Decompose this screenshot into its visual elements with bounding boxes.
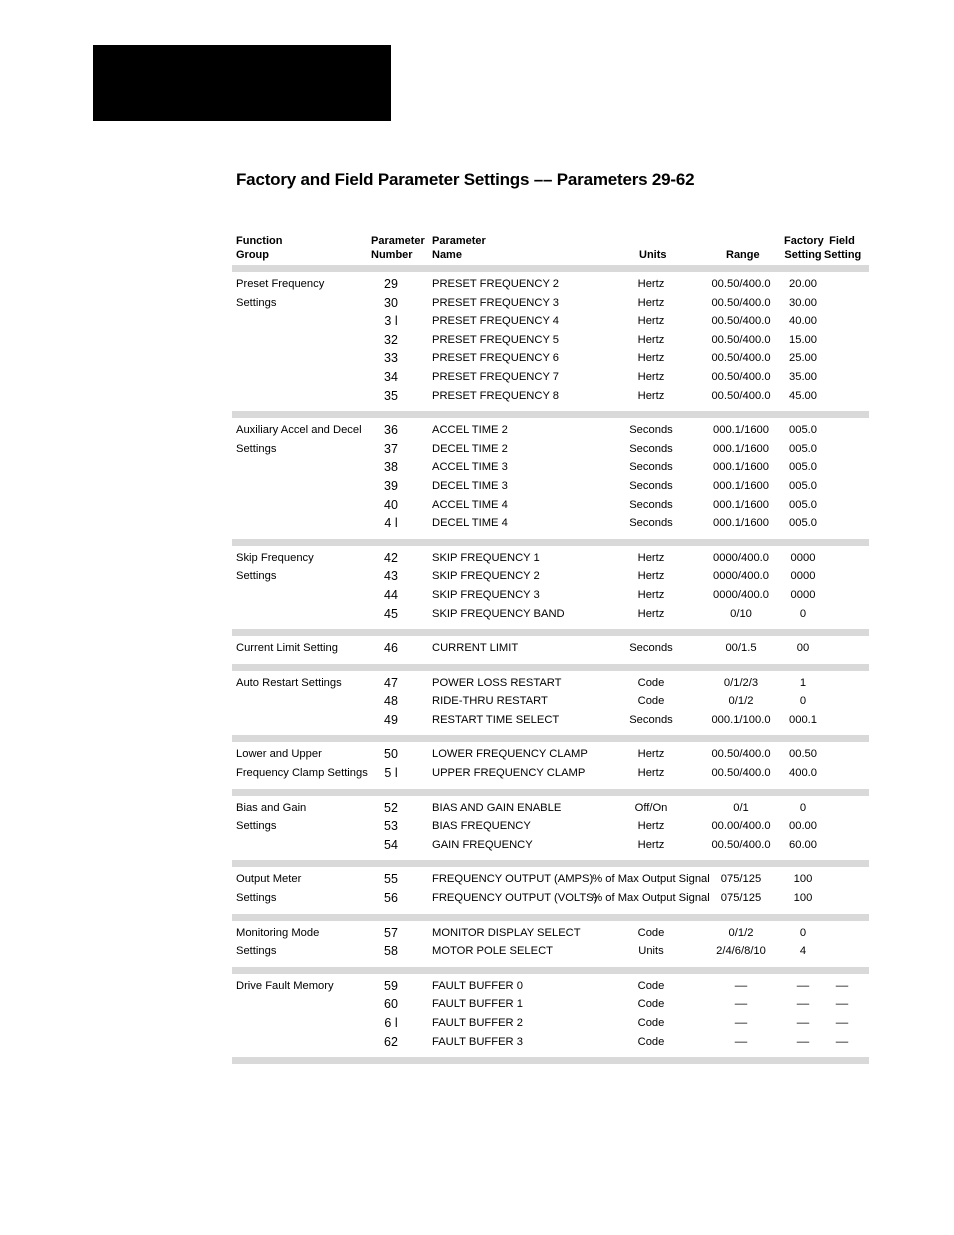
range-cell: 2/4/6/8/10	[716, 945, 766, 958]
table-row	[232, 977, 869, 996]
group-8	[232, 921, 869, 967]
table-row	[232, 275, 869, 294]
parameter-number: 32	[384, 332, 398, 347]
parameter-name: PRESET FREQUENCY 8	[432, 389, 560, 402]
table-bottom-bar	[232, 1057, 869, 1064]
units-cell: Code	[637, 926, 665, 939]
table-row	[232, 836, 869, 855]
range-cell: 075/125	[720, 873, 762, 886]
field-setting-cell: ––	[835, 979, 849, 992]
parameter-name: RIDE-THRU RESTART	[432, 695, 548, 708]
table-row	[232, 294, 869, 313]
parameter-number: 30	[384, 295, 398, 310]
parameter-number: 54	[384, 837, 398, 852]
table-body	[232, 265, 869, 1064]
function-group-label: Bias and Gain	[236, 801, 307, 814]
units-cell: Seconds	[629, 517, 673, 530]
col-function-group: Function Group	[236, 235, 283, 261]
parameter-number: 5 l	[384, 766, 398, 781]
units-cell: Code	[637, 695, 665, 708]
units-cell: Hertz	[637, 748, 665, 761]
units-cell: Hertz	[637, 278, 665, 290]
group-divider	[232, 664, 869, 671]
units-cell: % of Max Output Signal	[592, 873, 710, 886]
parameter-name: PRESET FREQUENCY 2	[432, 278, 560, 290]
function-group-label: Auxiliary Accel and Decel	[236, 424, 362, 437]
parameter-name: FAULT BUFFER 1	[432, 998, 523, 1011]
table-row	[232, 995, 869, 1014]
range-cell: 000.1/100.0	[711, 713, 771, 726]
group-7	[232, 867, 869, 913]
parameter-name: PRESET FREQUENCY 4	[432, 315, 560, 328]
factory-setting-cell: 00	[796, 642, 810, 655]
parameter-name: SKIP FREQUENCY 3	[432, 588, 540, 601]
units-cell: Seconds	[629, 713, 673, 726]
units-cell: Hertz	[637, 333, 665, 346]
table-row	[232, 639, 869, 658]
parameter-name: MOTOR POLE SELECT	[432, 945, 554, 958]
parameter-name: DECEL TIME 4	[432, 517, 508, 530]
table-row	[232, 1033, 869, 1052]
parameter-name: BIAS AND GAIN ENABLE	[432, 801, 562, 814]
table-row	[232, 942, 869, 961]
group-9	[232, 974, 869, 1057]
factory-setting-cell: ––	[796, 998, 810, 1011]
parameter-number: 42	[384, 550, 398, 565]
factory-setting-cell: 005.0	[789, 461, 817, 474]
factory-setting-cell: 60.00	[789, 838, 817, 851]
factory-setting-cell: 000.1	[789, 713, 817, 726]
range-cell: ––	[734, 1017, 748, 1029]
table-row	[232, 745, 869, 764]
range-cell: 0/1/2	[728, 926, 754, 939]
factory-setting-cell: ––	[796, 979, 810, 992]
units-cell: Seconds	[629, 442, 673, 455]
range-cell: 075/125	[720, 892, 762, 905]
parameter-number: 39	[384, 478, 398, 493]
field-setting-cell: ––	[835, 1017, 849, 1029]
parameter-number: 56	[384, 891, 398, 906]
parameter-number: 62	[384, 1034, 398, 1049]
range-cell: 00.50/400.0	[711, 352, 771, 365]
table-row	[232, 440, 869, 459]
range-cell: ––	[734, 979, 748, 992]
units-cell: Off/On	[634, 801, 668, 814]
parameter-name: ACCEL TIME 4	[432, 498, 508, 511]
function-group-label: Settings	[236, 820, 277, 833]
factory-setting-cell: 35.00	[789, 370, 817, 383]
group-divider	[232, 860, 869, 867]
parameter-number: 58	[384, 944, 398, 959]
factory-setting-cell: 0000	[790, 551, 816, 564]
table-row	[232, 1014, 869, 1033]
parameter-number: 36	[384, 423, 398, 438]
parameter-number: 52	[384, 800, 398, 815]
parameter-number: 37	[384, 441, 398, 456]
parameter-name: PRESET FREQUENCY 7	[432, 370, 560, 383]
units-cell: Seconds	[629, 479, 673, 492]
units-cell: Seconds	[629, 498, 673, 511]
factory-setting-cell: ––	[796, 1017, 810, 1029]
table-row	[232, 514, 869, 533]
range-cell: 00.50/400.0	[711, 767, 771, 780]
factory-setting-cell: 0	[799, 926, 807, 939]
range-cell: 00.50/400.0	[711, 296, 771, 309]
units-cell: Hertz	[637, 607, 665, 620]
factory-setting-cell: 0	[799, 607, 807, 620]
factory-setting-cell: 005.0	[789, 424, 817, 437]
group-divider	[232, 265, 869, 272]
col-parameter-name: Parameter Name	[432, 235, 486, 261]
col-field-setting: Field Setting	[824, 235, 862, 261]
parameter-name: SKIP FREQUENCY 2	[432, 570, 540, 583]
factory-setting-cell: 005.0	[789, 442, 817, 455]
range-cell: 0/1	[733, 801, 749, 814]
range-cell: 0/10	[730, 607, 752, 620]
table-row	[232, 799, 869, 818]
table-row	[232, 368, 869, 387]
parameter-name: PRESET FREQUENCY 3	[432, 296, 560, 309]
units-cell: Hertz	[637, 588, 665, 601]
units-cell: Code	[637, 998, 665, 1011]
parameter-name: DECEL TIME 2	[432, 442, 508, 455]
units-cell: Seconds	[629, 642, 673, 655]
col-parameter-number: Parameter Number	[371, 235, 425, 261]
function-group-label: Skip Frequency	[236, 551, 314, 564]
units-cell: Hertz	[637, 370, 665, 383]
function-group-label: Frequency Clamp Settings	[236, 767, 368, 780]
factory-setting-cell: 30.00	[789, 296, 817, 309]
function-group-label: Settings	[236, 442, 277, 455]
parameter-name: CURRENT LIMIT	[432, 642, 519, 655]
units-cell: Seconds	[629, 424, 673, 437]
factory-setting-cell: 0000	[790, 570, 816, 583]
table-row	[232, 549, 869, 568]
parameter-name: FAULT BUFFER 0	[432, 979, 523, 992]
parameter-name: MONITOR DISPLAY SELECT	[432, 926, 581, 939]
units-cell: Code	[637, 1017, 665, 1029]
function-group-label: Monitoring Mode	[236, 926, 320, 939]
range-cell: 000.1/1600	[713, 498, 769, 511]
group-4	[232, 671, 869, 736]
range-cell: 00.50/400.0	[711, 748, 771, 761]
parameter-number: 33	[384, 351, 398, 366]
units-cell: Code	[637, 979, 665, 992]
parameter-name: PRESET FREQUENCY 6	[432, 352, 560, 365]
factory-setting-cell: 005.0	[789, 479, 817, 492]
table-row	[232, 870, 869, 889]
function-group-label: Auto Restart Settings	[236, 676, 342, 689]
range-cell: 000.1/1600	[713, 479, 769, 492]
factory-setting-cell: 005.0	[789, 517, 817, 530]
units-cell: Units	[638, 945, 664, 958]
factory-setting-cell: 1	[799, 676, 807, 689]
factory-setting-cell: 20.00	[789, 278, 817, 290]
factory-setting-cell: 4	[799, 945, 807, 958]
range-cell: ––	[734, 998, 748, 1011]
header-black-block	[93, 45, 391, 121]
parameter-number: 50	[384, 747, 398, 762]
parameter-number: 3 l	[384, 314, 398, 329]
units-cell: Hertz	[637, 315, 665, 328]
table-row	[232, 692, 869, 711]
parameter-name: LOWER FREQUENCY CLAMP	[432, 748, 588, 761]
function-group-label: Current Limit Setting	[236, 642, 338, 655]
range-cell: 0/1/2/3	[723, 676, 759, 689]
table-row	[232, 586, 869, 605]
parameter-name: GAIN FREQUENCY	[432, 838, 533, 851]
range-cell: 00.50/400.0	[711, 389, 771, 402]
parameter-name: FAULT BUFFER 3	[432, 1035, 523, 1048]
field-setting-cell: ––	[835, 998, 849, 1011]
range-cell: 0000/400.0	[713, 588, 769, 601]
table-row	[232, 605, 869, 624]
units-cell: Hertz	[637, 389, 665, 402]
group-2	[232, 546, 869, 629]
factory-setting-cell: 0	[799, 801, 807, 814]
function-group-label: Settings	[236, 892, 277, 905]
factory-setting-cell: 40.00	[789, 315, 817, 328]
units-cell: Hertz	[637, 820, 665, 833]
parameter-number: 38	[384, 460, 398, 475]
table-row	[232, 496, 869, 515]
table-row	[232, 387, 869, 406]
parameter-number: 44	[384, 587, 398, 602]
factory-setting-cell: 005.0	[789, 498, 817, 511]
parameter-number: 53	[384, 819, 398, 834]
parameter-number: 40	[384, 497, 398, 512]
units-cell: Hertz	[637, 767, 665, 780]
parameter-number: 49	[384, 712, 398, 727]
factory-setting-cell: 25.00	[789, 352, 817, 365]
range-cell: 00.50/400.0	[711, 333, 771, 346]
parameter-number: 35	[384, 388, 398, 403]
range-cell: 00/1.5	[725, 642, 757, 655]
group-divider	[232, 539, 869, 546]
parameter-number: 55	[384, 872, 398, 887]
range-cell: 00.50/400.0	[711, 838, 771, 851]
table-row	[232, 924, 869, 943]
parameter-name: FREQUENCY OUTPUT (VOLTS)	[432, 892, 598, 905]
units-cell: Code	[637, 1035, 665, 1048]
parameter-number: 59	[384, 978, 398, 993]
function-group-label: Output Meter	[236, 873, 302, 886]
function-group-label: Settings	[236, 296, 277, 309]
parameter-name: RESTART TIME SELECT	[432, 713, 560, 726]
parameter-name: SKIP FREQUENCY 1	[432, 551, 540, 564]
parameter-number: 45	[384, 606, 398, 621]
group-3	[232, 636, 869, 664]
parameter-number: 34	[384, 369, 398, 384]
parameter-number: 60	[384, 997, 398, 1012]
function-group-label: Preset Frequency	[236, 278, 325, 290]
parameter-name: ACCEL TIME 2	[432, 424, 508, 437]
group-divider	[232, 735, 869, 742]
range-cell: 000.1/1600	[713, 424, 769, 437]
group-divider	[232, 914, 869, 921]
parameter-number: 57	[384, 925, 398, 940]
group-divider	[232, 967, 869, 974]
range-cell: 000.1/1600	[713, 517, 769, 530]
range-cell: 00.50/400.0	[711, 370, 771, 383]
group-divider	[232, 629, 869, 636]
table-row	[232, 312, 869, 331]
factory-setting-cell: 400.0	[789, 767, 817, 780]
function-group-label: Settings	[236, 570, 277, 583]
units-cell: Seconds	[629, 461, 673, 474]
group-0	[232, 272, 869, 411]
table-row	[232, 349, 869, 368]
range-cell: 0000/400.0	[713, 551, 769, 564]
range-cell: ––	[734, 1035, 748, 1048]
col-factory-setting: Factory Setting	[784, 235, 824, 261]
factory-setting-cell: 15.00	[789, 333, 817, 346]
range-cell: 000.1/1600	[713, 442, 769, 455]
factory-setting-cell: 00.00	[789, 820, 817, 833]
parameter-name: UPPER FREQUENCY CLAMP	[432, 767, 586, 780]
factory-setting-cell: 00.50	[789, 748, 817, 761]
factory-setting-cell: 100	[793, 892, 813, 905]
table-row	[232, 421, 869, 440]
range-cell: 00.50/400.0	[711, 315, 771, 328]
units-cell: Code	[637, 676, 665, 689]
table-row	[232, 331, 869, 350]
parameter-name: PRESET FREQUENCY 5	[432, 333, 560, 346]
parameter-number: 6 l	[384, 1016, 398, 1030]
factory-setting-cell: 45.00	[789, 389, 817, 402]
parameter-number: 46	[384, 641, 398, 656]
table-row	[232, 764, 869, 783]
parameter-number: 43	[384, 569, 398, 584]
parameter-number: 29	[384, 277, 398, 291]
factory-setting-cell: 100	[793, 873, 813, 886]
function-group-label: Settings	[236, 945, 277, 958]
field-setting-cell: ––	[835, 1035, 849, 1048]
parameter-name: POWER LOSS RESTART	[432, 676, 562, 689]
range-cell: 000.1/1600	[713, 461, 769, 474]
factory-setting-cell: ––	[796, 1035, 810, 1048]
range-cell: 0000/400.0	[713, 570, 769, 583]
page-title: Factory and Field Parameter Settings –– Parameters 29-62	[236, 170, 695, 189]
parameter-table	[232, 232, 869, 1064]
factory-setting-cell: 0000	[790, 588, 816, 601]
parameter-name: FREQUENCY OUTPUT (AMPS)	[432, 873, 594, 886]
factory-setting-cell: 0	[799, 695, 807, 708]
units-cell: Hertz	[637, 352, 665, 365]
units-cell: Hertz	[637, 296, 665, 309]
table-row	[232, 889, 869, 908]
parameter-name: FAULT BUFFER 2	[432, 1017, 523, 1029]
table-row	[232, 458, 869, 477]
parameter-number: 4 l	[384, 516, 398, 531]
range-cell: 00.50/400.0	[711, 278, 771, 290]
range-cell: 00.00/400.0	[711, 820, 771, 833]
parameter-name: SKIP FREQUENCY BAND	[432, 607, 565, 620]
parameter-number: 48	[384, 694, 398, 709]
function-group-label: Drive Fault Memory	[236, 979, 334, 992]
parameter-name: DECEL TIME 3	[432, 479, 508, 492]
table-header	[232, 232, 869, 265]
table-row	[232, 674, 869, 693]
col-units: Units	[639, 249, 667, 261]
group-1	[232, 418, 869, 539]
table-row	[232, 711, 869, 730]
units-cell: Hertz	[637, 838, 665, 851]
units-cell: Hertz	[637, 551, 665, 564]
table-row	[232, 477, 869, 496]
units-cell: Hertz	[637, 570, 665, 583]
parameter-name: BIAS FREQUENCY	[432, 820, 531, 833]
group-divider	[232, 789, 869, 796]
group-divider	[232, 411, 869, 418]
units-cell: % of Max Output Signal	[592, 892, 710, 905]
table-row	[232, 567, 869, 586]
parameter-number: 47	[384, 675, 398, 690]
group-6	[232, 796, 869, 861]
parameter-name: ACCEL TIME 3	[432, 461, 508, 474]
range-cell: 0/1/2	[728, 695, 754, 708]
col-range: Range	[726, 249, 760, 261]
function-group-label: Lower and Upper	[236, 748, 322, 761]
table-row	[232, 817, 869, 836]
group-5	[232, 742, 869, 788]
